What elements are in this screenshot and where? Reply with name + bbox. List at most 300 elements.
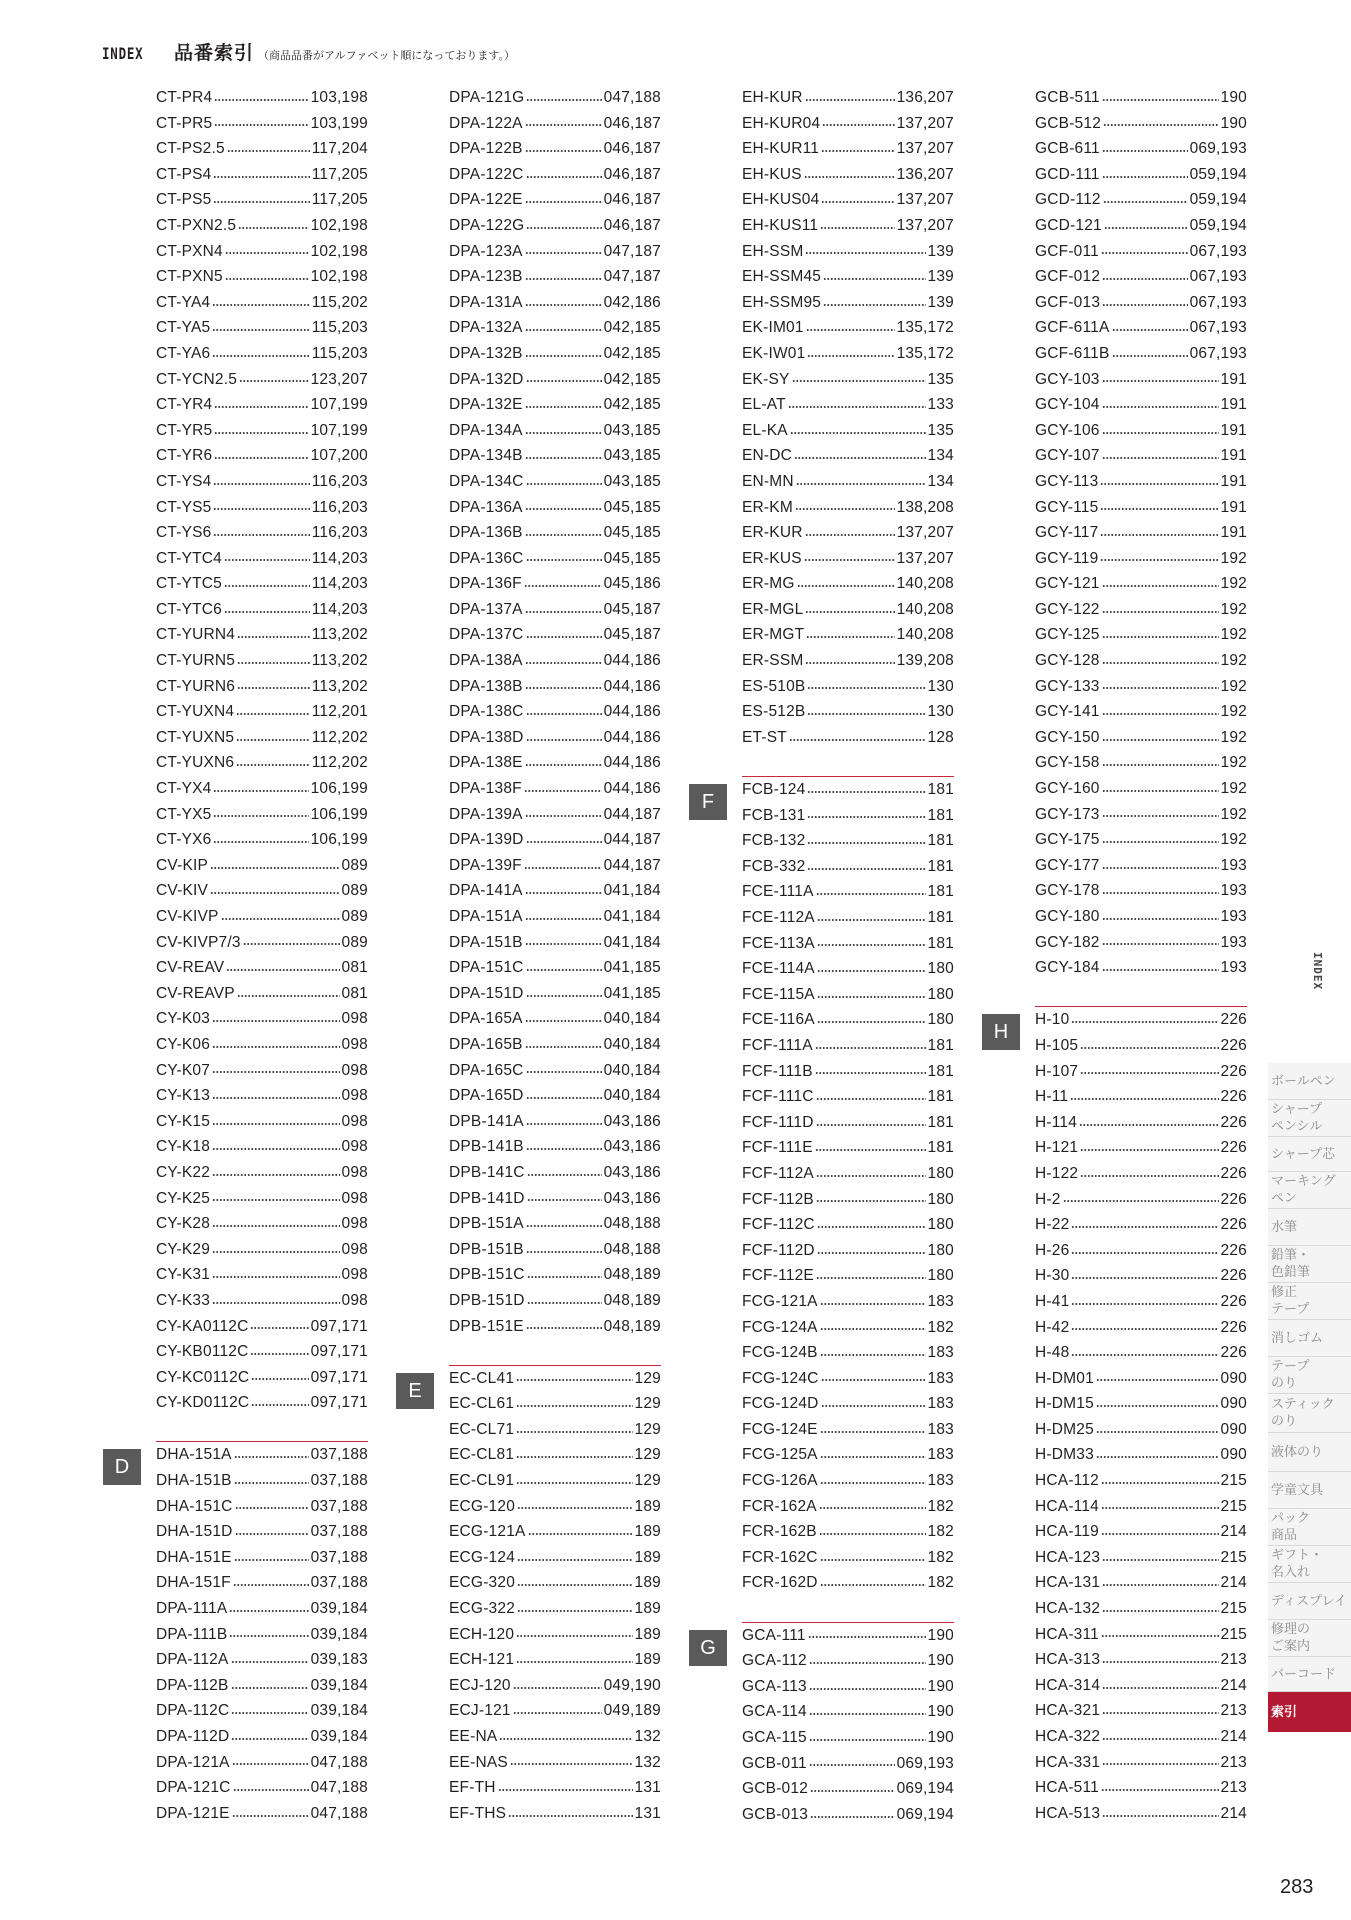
index-entry xyxy=(449,750,661,776)
dot-leader xyxy=(1102,585,1219,587)
index-entry xyxy=(449,802,661,828)
index-entry xyxy=(449,1647,661,1673)
product-code: HCA-311 xyxy=(1035,1625,1099,1643)
index-entry xyxy=(449,1058,661,1084)
product-code: EL-KA xyxy=(742,421,788,439)
index-entry xyxy=(156,1083,368,1109)
nav-tab[interactable] xyxy=(1268,1137,1351,1172)
index-entry xyxy=(1035,162,1247,188)
index-entry xyxy=(449,1262,661,1288)
index-entry xyxy=(1035,1315,1247,1341)
dot-leader xyxy=(526,1251,602,1253)
index-entry xyxy=(1035,1775,1247,1801)
page-references: 097,171 xyxy=(310,1368,368,1386)
page-references: 069,194 xyxy=(896,1805,954,1823)
index-entry xyxy=(449,1006,661,1032)
dot-leader xyxy=(1102,636,1219,638)
index-entry xyxy=(156,290,368,316)
page-references: 129 xyxy=(634,1446,661,1464)
product-code: DHA-151F xyxy=(156,1574,231,1592)
index-entry xyxy=(449,1698,661,1724)
product-code: ER-KM xyxy=(742,498,793,516)
dot-leader xyxy=(225,252,309,254)
dot-leader xyxy=(510,1763,633,1765)
product-code: GCY-119 xyxy=(1035,549,1099,567)
dot-leader xyxy=(526,995,602,997)
page-references: 089 xyxy=(341,908,368,925)
index-entry xyxy=(156,1519,368,1545)
dot-leader xyxy=(528,1533,633,1535)
index-entry xyxy=(449,239,661,265)
product-code: DPA-151A xyxy=(449,908,523,925)
product-code: CY-K33 xyxy=(156,1291,211,1309)
nav-tab-label: ボールペン xyxy=(1271,1073,1336,1089)
index-entry xyxy=(156,367,368,393)
index-entry xyxy=(449,648,661,674)
page-references: 215 xyxy=(1220,1625,1247,1643)
product-code: CT-YR4 xyxy=(156,396,213,414)
dot-leader xyxy=(796,483,926,485)
page-references: 190 xyxy=(1220,89,1247,106)
nav-tab[interactable] xyxy=(1268,1357,1351,1394)
dot-leader xyxy=(1112,355,1188,357)
product-code: EH-SSM xyxy=(742,242,804,260)
product-code: DPA-122G xyxy=(449,216,525,234)
dot-leader xyxy=(794,457,925,459)
page-references: 129 xyxy=(634,1369,661,1387)
index-entry xyxy=(742,622,954,648)
index-entry xyxy=(156,443,368,469)
nav-tab[interactable] xyxy=(1268,1172,1351,1209)
product-code: CT-YS6 xyxy=(156,524,212,542)
page-references: 181 xyxy=(927,909,954,926)
product-code: DPB-141B xyxy=(449,1138,524,1156)
product-code: DPA-138D xyxy=(449,728,524,746)
index-entry xyxy=(156,699,368,725)
page-references: 192 xyxy=(1220,600,1247,618)
page-references: 098 xyxy=(341,1266,368,1284)
index-entry xyxy=(156,1698,368,1724)
product-code: DHA-151C xyxy=(156,1497,233,1515)
dot-leader xyxy=(1100,508,1218,510)
index-entry xyxy=(1035,853,1247,879)
dot-leader xyxy=(525,1046,602,1048)
product-code: DPA-138C xyxy=(449,703,524,721)
product-code: H-11 xyxy=(1035,1088,1069,1106)
product-code: ECG-120 xyxy=(449,1497,516,1515)
page-references: 067,193 xyxy=(1189,344,1247,362)
product-code: GCY-133 xyxy=(1035,677,1100,695)
product-code: EH-KUR xyxy=(742,89,803,106)
page-header xyxy=(102,38,515,65)
index-entry xyxy=(1035,1135,1247,1161)
page-references: 180 xyxy=(927,1241,954,1259)
product-code: HCA-119 xyxy=(1035,1523,1099,1541)
dot-leader xyxy=(821,1379,926,1381)
dot-leader xyxy=(1102,1815,1218,1817)
index-entry xyxy=(742,1315,954,1341)
dot-leader xyxy=(229,1610,308,1612)
product-code: EH-SSM45 xyxy=(742,268,822,286)
dot-leader xyxy=(1071,1354,1218,1356)
index-entry xyxy=(449,1622,661,1648)
index-entry xyxy=(742,341,954,367)
page-references: 107,200 xyxy=(310,447,368,465)
page-references: 116,203 xyxy=(311,472,368,490)
nav-tab[interactable] xyxy=(1268,1209,1351,1246)
dot-leader xyxy=(1102,150,1188,152)
product-code: CT-PXN4 xyxy=(156,242,223,260)
dot-leader xyxy=(1102,662,1219,664)
nav-tab[interactable] xyxy=(1268,1657,1351,1692)
page-references: 037,188 xyxy=(310,1523,368,1541)
page-references: 039,184 xyxy=(310,1600,368,1618)
index-entry xyxy=(449,776,661,802)
page-references: 043,185 xyxy=(603,447,661,465)
page-references: 040,184 xyxy=(603,1061,661,1079)
product-code: ECG-124 xyxy=(449,1548,516,1566)
index-entry xyxy=(449,1134,661,1160)
dot-leader xyxy=(516,1379,632,1381)
index-entry xyxy=(449,1519,661,1545)
product-code: CT-YUXN4 xyxy=(156,703,235,721)
index-entry xyxy=(156,904,368,930)
page-references: 226 xyxy=(1220,1164,1247,1182)
index-entry xyxy=(156,725,368,751)
product-code: FCG-124C xyxy=(742,1369,819,1387)
index-entry xyxy=(742,725,954,751)
nav-tab[interactable] xyxy=(1268,1620,1351,1657)
page-references: 180 xyxy=(927,985,954,1003)
page-references: 131 xyxy=(634,1804,661,1822)
product-code: DPA-111B xyxy=(156,1625,228,1643)
page-references: 102,198 xyxy=(310,268,368,286)
product-code: DPA-165B xyxy=(449,1035,523,1053)
page-references: 226 xyxy=(1220,1344,1247,1362)
dot-leader xyxy=(817,1226,926,1228)
page-references: 191 xyxy=(1220,498,1247,516)
index-entry xyxy=(449,571,661,597)
product-code: FCG-126A xyxy=(742,1472,818,1490)
product-code: CY-K25 xyxy=(156,1189,211,1207)
index-entry xyxy=(742,597,954,623)
dot-leader xyxy=(807,791,925,793)
nav-tab[interactable] xyxy=(1268,1472,1351,1509)
dot-leader xyxy=(820,227,894,229)
nav-tab[interactable] xyxy=(1268,1583,1351,1620)
index-entry xyxy=(1035,622,1247,648)
product-code: FCF-112A xyxy=(742,1164,814,1182)
section-gap xyxy=(1035,981,1247,1007)
product-code: GCY-184 xyxy=(1035,959,1100,977)
dot-leader xyxy=(1096,1405,1219,1407)
index-entry xyxy=(1035,1647,1247,1673)
product-code: HCA-132 xyxy=(1035,1600,1101,1618)
product-code: DPA-112A xyxy=(156,1651,229,1669)
product-code: CY-K07 xyxy=(156,1061,211,1079)
index-entry xyxy=(156,546,368,572)
dot-leader xyxy=(1080,1047,1218,1049)
page-references: 059,194 xyxy=(1189,165,1247,183)
page-references: 191 xyxy=(1220,447,1247,465)
nav-tab[interactable] xyxy=(1268,1320,1351,1357)
page-references: 213 xyxy=(1220,1651,1247,1669)
index-entry xyxy=(742,1135,954,1161)
nav-tab-label: 学童文具 xyxy=(1271,1482,1324,1498)
dot-leader xyxy=(212,1071,339,1073)
product-code: H-DM15 xyxy=(1035,1395,1094,1413)
dot-leader xyxy=(809,1713,926,1715)
dot-leader xyxy=(789,739,926,741)
dot-leader xyxy=(809,1688,926,1690)
dot-leader xyxy=(212,1123,339,1125)
dot-leader xyxy=(822,124,894,126)
product-code: GCY-177 xyxy=(1035,856,1100,874)
dot-leader xyxy=(1080,1175,1218,1177)
dot-leader xyxy=(526,176,602,178)
index-entry xyxy=(742,1674,954,1700)
nav-tab-label: 修理の ご案内 xyxy=(1271,1622,1311,1654)
dot-leader xyxy=(820,1559,926,1561)
dot-leader xyxy=(1100,534,1218,536)
index-entry xyxy=(449,264,661,290)
index-entry xyxy=(156,1237,368,1263)
nav-tab[interactable] xyxy=(1268,1394,1351,1433)
product-code: H-41 xyxy=(1035,1292,1070,1310)
page-references: 044,187 xyxy=(603,805,661,823)
product-code: ER-MG xyxy=(742,575,795,593)
index-entry xyxy=(742,1059,954,1085)
page-references: 039,183 xyxy=(310,1651,368,1669)
product-code: FCB-132 xyxy=(742,832,806,850)
product-code: GCY-121 xyxy=(1035,575,1100,593)
page-references: 098 xyxy=(341,1138,368,1156)
dot-leader xyxy=(816,893,926,895)
page-references: 226 xyxy=(1220,1318,1247,1336)
page-references: 037,188 xyxy=(310,1446,368,1464)
dot-leader xyxy=(1102,304,1187,306)
product-code: CV-REAVP xyxy=(156,984,235,1002)
index-entry xyxy=(449,674,661,700)
nav-tab[interactable] xyxy=(1268,1283,1351,1320)
index-entry xyxy=(449,1186,661,1212)
index-entry xyxy=(449,1417,661,1443)
index-entry xyxy=(449,1211,661,1237)
page-references: 098 xyxy=(341,1035,368,1053)
nav-tab[interactable] xyxy=(1268,1100,1351,1137)
page-references: 047,188 xyxy=(603,89,661,106)
index-entry xyxy=(156,264,368,290)
index-entry xyxy=(742,648,954,674)
page-references: 117,204 xyxy=(311,140,368,158)
dot-leader xyxy=(819,1507,926,1509)
page-references: 043,186 xyxy=(603,1138,661,1156)
index-entry xyxy=(1035,546,1247,572)
page-references: 043,186 xyxy=(603,1189,661,1207)
dot-leader xyxy=(231,1661,309,1663)
product-code: CY-K15 xyxy=(156,1112,211,1130)
product-code: DPA-122B xyxy=(449,140,523,158)
product-code: HCA-314 xyxy=(1035,1676,1101,1694)
product-code: DPB-151A xyxy=(449,1215,524,1233)
product-code: DPA-138F xyxy=(449,780,522,798)
dot-leader xyxy=(1101,1507,1219,1509)
product-code: CT-YX6 xyxy=(156,831,212,849)
dot-leader xyxy=(499,1738,632,1740)
dot-leader xyxy=(214,457,308,459)
dot-leader xyxy=(1102,176,1188,178)
page-references: 048,189 xyxy=(603,1291,661,1309)
product-code: CY-K22 xyxy=(156,1163,211,1181)
product-code: EH-KUR04 xyxy=(742,114,821,132)
product-code: CY-K18 xyxy=(156,1138,211,1156)
product-code: FCF-111C xyxy=(742,1088,814,1106)
product-code: GCY-158 xyxy=(1035,754,1100,772)
dot-leader xyxy=(525,1020,602,1022)
dot-leader xyxy=(239,380,309,382)
page-references: 045,187 xyxy=(603,626,661,644)
page-references: 190 xyxy=(927,1652,954,1670)
index-entry xyxy=(742,1545,954,1571)
index-entry xyxy=(449,290,661,316)
dot-leader xyxy=(1096,1431,1219,1433)
product-code: CY-KD0112C xyxy=(156,1394,250,1412)
dot-leader xyxy=(816,1175,926,1177)
index-entry xyxy=(156,1724,368,1750)
page-references: 047,187 xyxy=(603,268,661,286)
nav-tab[interactable] xyxy=(1268,1509,1351,1546)
nav-tab-label: バーコード xyxy=(1271,1666,1337,1682)
product-code: DPA-151C xyxy=(449,959,524,977)
page-references: 191 xyxy=(1220,396,1247,414)
index-entry xyxy=(1035,367,1247,393)
product-code: GCY-175 xyxy=(1035,831,1100,849)
index-entry xyxy=(742,1570,954,1596)
index-entry xyxy=(156,1673,368,1699)
product-code: FCG-124B xyxy=(742,1344,818,1362)
dot-leader xyxy=(525,764,602,766)
page-references: 190 xyxy=(927,1677,954,1695)
index-entry xyxy=(1035,520,1247,546)
page-references: 044,187 xyxy=(603,831,661,849)
index-entry xyxy=(742,546,954,572)
page-references: 040,184 xyxy=(603,1010,661,1028)
dot-leader xyxy=(1103,124,1219,126)
dot-leader xyxy=(516,1431,632,1433)
index-entry xyxy=(742,443,954,469)
dot-leader xyxy=(526,841,602,843)
index-entry xyxy=(1035,1801,1247,1827)
page-references: 213 xyxy=(1220,1779,1247,1797)
dot-leader xyxy=(251,1378,308,1380)
product-code: FCR-162B xyxy=(742,1523,817,1541)
nav-tab[interactable] xyxy=(1268,1246,1351,1283)
page-references: 180 xyxy=(927,1011,954,1029)
product-code: CY-KA0112C xyxy=(156,1317,249,1335)
index-entry xyxy=(1035,1391,1247,1417)
dot-leader xyxy=(232,1763,309,1765)
product-code: GCY-122 xyxy=(1035,600,1100,618)
dot-leader xyxy=(526,1123,602,1125)
product-code: FCR-162D xyxy=(742,1574,818,1592)
index-entry xyxy=(1035,1494,1247,1520)
page-references: 059,194 xyxy=(1189,216,1247,234)
index-entry xyxy=(449,187,661,213)
product-code: CY-KB0112C xyxy=(156,1343,249,1361)
index-entry xyxy=(1035,1545,1247,1571)
index-entry xyxy=(1035,725,1247,751)
product-code: DPA-136B xyxy=(449,524,523,542)
product-code: H-105 xyxy=(1035,1036,1079,1054)
dot-leader xyxy=(1079,1124,1218,1126)
product-code: ER-KUR xyxy=(742,524,803,542)
page-references: 098 xyxy=(341,1240,368,1258)
index-entry xyxy=(156,1468,368,1494)
index-entry xyxy=(742,1366,954,1392)
nav-tab[interactable] xyxy=(1268,1692,1351,1732)
product-code: DPA-151D xyxy=(449,984,524,1002)
product-code: CT-PS4 xyxy=(156,165,212,183)
product-code: CV-REAV xyxy=(156,959,225,977)
dot-leader xyxy=(1071,1021,1218,1023)
dot-leader xyxy=(820,1431,926,1433)
index-entry xyxy=(1035,418,1247,444)
product-code: ES-510B xyxy=(742,677,806,695)
index-entry xyxy=(449,1570,661,1596)
dot-leader xyxy=(525,406,602,408)
nav-tab-label: ギフト・ 名入れ xyxy=(1271,1548,1324,1580)
page-references: 136,207 xyxy=(896,89,954,106)
product-code: DPB-151E xyxy=(449,1317,524,1335)
nav-tab-label: 液体のり xyxy=(1271,1444,1324,1460)
index-entry xyxy=(742,1161,954,1187)
product-code: CY-K03 xyxy=(156,1010,211,1028)
index-entry xyxy=(993,1006,1247,1044)
index-entry xyxy=(742,905,954,931)
dot-leader xyxy=(235,1533,309,1535)
nav-tab[interactable] xyxy=(1268,1546,1351,1583)
index-entry xyxy=(742,1391,954,1417)
product-code: EE-NA xyxy=(449,1728,498,1745)
product-code: FCF-111D xyxy=(742,1113,814,1131)
product-code: DPA-151B xyxy=(449,933,523,951)
nav-tab[interactable] xyxy=(1268,1433,1351,1472)
page-references: 098 xyxy=(341,1010,368,1028)
page-references: 048,188 xyxy=(603,1215,661,1233)
page-references: 044,186 xyxy=(603,677,661,695)
product-code: EN-MN xyxy=(742,472,794,490)
dot-leader xyxy=(1102,815,1219,817)
page-references: 059,194 xyxy=(1189,191,1247,209)
dot-leader xyxy=(233,1584,309,1586)
index-entry xyxy=(449,520,661,546)
page-references: 090 xyxy=(1220,1369,1247,1387)
nav-tab[interactable] xyxy=(1268,1063,1351,1100)
page-references: 214 xyxy=(1220,1574,1247,1592)
page-references: 090 xyxy=(1220,1446,1247,1464)
page-references: 137,207 xyxy=(896,114,954,132)
product-code: DPA-141A xyxy=(449,882,523,900)
dot-leader xyxy=(1102,1559,1218,1561)
dot-leader xyxy=(807,687,925,689)
page-references: 046,187 xyxy=(603,140,661,158)
index-entry xyxy=(156,853,368,879)
product-code: ER-SSM xyxy=(742,652,804,670)
dot-leader xyxy=(1102,1687,1218,1689)
index-entry xyxy=(1035,1110,1247,1136)
dot-leader xyxy=(527,1276,602,1278)
index-entry xyxy=(1035,469,1247,495)
